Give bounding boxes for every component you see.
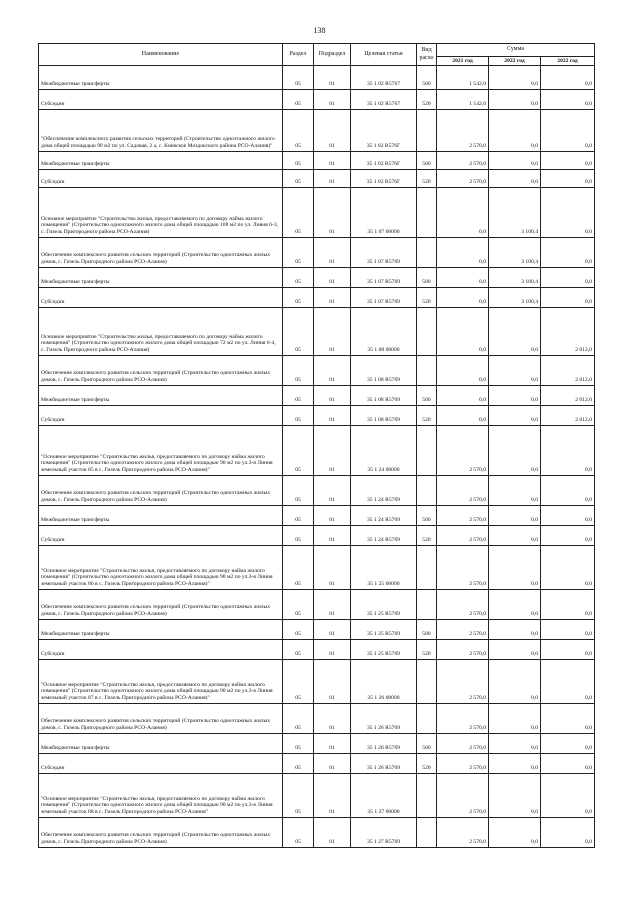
row-name: Межбюджетные трансферты (39, 152, 283, 170)
row-section: 05 (283, 308, 314, 356)
table-row (39, 546, 595, 590)
row-kind (417, 476, 437, 506)
row-name: Межбюджетные трансферты (39, 506, 283, 526)
row-name: Обеспечение комплексного развития сельских территорий (Строительство одноэтажных жилых домов, с. Гизель Пригородного района РСО-Алания) (39, 476, 283, 506)
row-subsection: 01 (314, 386, 351, 406)
table-row (39, 590, 595, 620)
row-sum-2022-second: 0,0 (541, 476, 595, 506)
row-name: Обеспечение комплексного развития сельских территорий (Строительство одноэтажных жилых домов, с. Гизель Пригородного района РСО-Алания) (39, 356, 283, 386)
row-sum-2021: 2 570,0 (437, 152, 489, 170)
row-kind: 500 (417, 66, 437, 90)
table-row (39, 90, 595, 110)
row-sum-2022: 0,0 (489, 818, 541, 848)
row-sum-2021: 2 570,0 (437, 620, 489, 640)
row-sum-2022: 0,0 (489, 754, 541, 774)
table-row (39, 774, 595, 818)
row-kind: 500 (417, 734, 437, 754)
row-kind (417, 356, 437, 386)
row-kind: 520 (417, 640, 437, 660)
row-kind (417, 818, 437, 848)
table-row (39, 356, 595, 386)
row-sum-2022-second: 0,0 (541, 640, 595, 660)
row-subsection: 01 (314, 546, 351, 590)
row-subsection: 01 (314, 66, 351, 90)
row-target: 35 1 07 00000 (351, 188, 417, 238)
row-subsection: 01 (314, 406, 351, 426)
row-subsection: 01 (314, 660, 351, 704)
header-kind: Вид расхо (417, 44, 437, 66)
row-section: 05 (283, 152, 314, 170)
table-row (39, 170, 595, 188)
row-sum-2021: 0,0 (437, 356, 489, 386)
row-sum-2021: 2 570,0 (437, 170, 489, 188)
row-name: Субсидии (39, 170, 283, 188)
row-sum-2021: 0,0 (437, 386, 489, 406)
row-section: 05 (283, 640, 314, 660)
header-target: Целевая статья (351, 44, 417, 66)
row-sum-2022: 0,0 (489, 110, 541, 152)
row-name: Основное мероприятие "Строительство жилья, предоставляемого по договору найма жилого помещения" (Строительство одноэтажного жилого дома общей площадью 72 м2 по ул. Линия 6-4, с. Гизель Пригородного района РСО-Алания) (39, 308, 283, 356)
row-target: 35 1 07 R5769 (351, 288, 417, 308)
row-sum-2021: 2 570,0 (437, 590, 489, 620)
row-sum-2022-second: 0,0 (541, 590, 595, 620)
row-sum-2022-second: 0,0 (541, 754, 595, 774)
row-sum-2022: 3 100,4 (489, 188, 541, 238)
row-sum-2022-second: 0,0 (541, 546, 595, 590)
row-section: 05 (283, 110, 314, 152)
row-sum-2022-second: 0,0 (541, 704, 595, 734)
row-sum-2022-second: 0,0 (541, 526, 595, 546)
table-row (39, 288, 595, 308)
row-subsection: 01 (314, 188, 351, 238)
row-sum-2022: 0,0 (489, 660, 541, 704)
row-name: Обеспечение комплексного развития сельских территорий (Строительство одноэтажных жилых домов, с. Гизель Пригородного района РСО-Алания) (39, 238, 283, 268)
row-sum-2022: 3 100,4 (489, 238, 541, 268)
row-subsection: 01 (314, 640, 351, 660)
row-section: 05 (283, 660, 314, 704)
row-sum-2022-second: 0,0 (541, 170, 595, 188)
row-sum-2021: 2 570,0 (437, 476, 489, 506)
table-row (39, 426, 595, 476)
row-target: 35 1 27 00000 (351, 774, 417, 818)
row-target: 35 1 08 00000 (351, 308, 417, 356)
header-year-2022: 2022 год (489, 57, 541, 66)
row-sum-2022: 0,0 (489, 640, 541, 660)
row-section: 05 (283, 90, 314, 110)
row-sum-2021: 2 570,0 (437, 546, 489, 590)
row-subsection: 01 (314, 818, 351, 848)
row-sum-2021: 2 570,0 (437, 526, 489, 546)
row-sum-2021: 2 570,0 (437, 818, 489, 848)
row-sum-2021: 2 570,0 (437, 660, 489, 704)
row-section: 05 (283, 620, 314, 640)
row-sum-2021: 0,0 (437, 288, 489, 308)
row-sum-2022: 0,0 (489, 90, 541, 110)
row-sum-2022-second: 2 012,0 (541, 406, 595, 426)
row-subsection: 01 (314, 590, 351, 620)
row-subsection: 01 (314, 90, 351, 110)
row-name: Основное мероприятие "Строительство жилья, предоставляемого по договору найма жилого помещения" (Строительство одноэтажного жилого дома общей площадью 108 м2 по ул. Ливня 6-3, с. Гизель Пригородного района РСО-Алания) (39, 188, 283, 238)
row-section: 05 (283, 406, 314, 426)
row-target: 35 1 07 R5769 (351, 238, 417, 268)
row-sum-2022-second: 0,0 (541, 152, 595, 170)
table-row (39, 110, 595, 152)
table-row (39, 406, 595, 426)
row-sum-2021: 0,0 (437, 308, 489, 356)
row-subsection: 01 (314, 110, 351, 152)
row-kind (417, 426, 437, 476)
row-kind: 500 (417, 506, 437, 526)
row-sum-2021: 0,0 (437, 238, 489, 268)
row-sum-2021: 1 542,0 (437, 90, 489, 110)
row-subsection: 01 (314, 754, 351, 774)
row-sum-2022: 0,0 (489, 170, 541, 188)
row-kind (417, 660, 437, 704)
row-sum-2021: 0,0 (437, 268, 489, 288)
row-section: 05 (283, 526, 314, 546)
row-section: 05 (283, 188, 314, 238)
row-sum-2022: 3 100,4 (489, 268, 541, 288)
row-sum-2022: 0,0 (489, 356, 541, 386)
row-sum-2022: 0,0 (489, 386, 541, 406)
row-name: Субсидии (39, 754, 283, 774)
row-section: 05 (283, 590, 314, 620)
table-row (39, 386, 595, 406)
row-subsection: 01 (314, 526, 351, 546)
table-row (39, 238, 595, 268)
row-sum-2021: 2 570,0 (437, 506, 489, 526)
row-name: Субсидии (39, 288, 283, 308)
row-section: 05 (283, 734, 314, 754)
row-section: 05 (283, 506, 314, 526)
row-name: Субсидии (39, 526, 283, 546)
row-sum-2022: 0,0 (489, 426, 541, 476)
row-sum-2021: 0,0 (437, 188, 489, 238)
row-sum-2022: 0,0 (489, 406, 541, 426)
table-row (39, 818, 595, 848)
row-kind (417, 188, 437, 238)
row-sum-2022: 0,0 (489, 774, 541, 818)
row-kind (417, 774, 437, 818)
row-sum-2021: 2 570,0 (437, 426, 489, 476)
row-sum-2022: 0,0 (489, 704, 541, 734)
row-section: 05 (283, 818, 314, 848)
row-name: Межбюджетные трансферты (39, 620, 283, 640)
table-row (39, 476, 595, 506)
row-target: 35 1 25 R5769 (351, 590, 417, 620)
row-sum-2022-second: 2 012,0 (541, 308, 595, 356)
row-name: "Основное мероприятие "Строительство жилья, предоставляемого по договору найма жилого помещения" (Строительство одноэтажного жилого дома общей площадью 90 м2 по ул.3-я Линия земельный участок 86 в с. Гизель Пригородного района РСО-Алания)" (39, 546, 283, 590)
row-section: 05 (283, 288, 314, 308)
row-kind (417, 308, 437, 356)
row-target: 35 1 24 R5769 (351, 476, 417, 506)
row-sum-2022: 0,0 (489, 590, 541, 620)
row-sum-2021: 2 570,0 (437, 704, 489, 734)
row-section: 05 (283, 268, 314, 288)
row-name: Субсидии (39, 406, 283, 426)
row-kind: 500 (417, 386, 437, 406)
row-sum-2022-second: 0,0 (541, 734, 595, 754)
row-subsection: 01 (314, 620, 351, 640)
row-target: 35 1 25 00000 (351, 546, 417, 590)
row-target: 35 1 24 R5769 (351, 506, 417, 526)
row-name: Обеспечение комплексного развития сельских территорий (Строительство одноэтажных жилых домов, с. Гизель Пригородного района РСО-Алания) (39, 704, 283, 734)
row-target: 35 1 26 R5769 (351, 754, 417, 774)
row-sum-2022-second: 0,0 (541, 110, 595, 152)
row-name: Межбюджетные трансферты (39, 66, 283, 90)
row-kind (417, 238, 437, 268)
row-name: "Основное мероприятие "Строительство жилья, предоставляемого по договору найма жилого помещения" (Строительство одноэтажного жилого дома общей площадью 90 м2 по ул.3-я Линия земельный участок 88 в с. Гизель Пригородного района РСО-Алания" (39, 774, 283, 818)
row-sum-2022: 0,0 (489, 526, 541, 546)
row-subsection: 01 (314, 268, 351, 288)
row-subsection: 01 (314, 238, 351, 268)
row-kind: 520 (417, 90, 437, 110)
row-target: 35 1 26 R5769 (351, 704, 417, 734)
row-sum-2021: 0,0 (437, 406, 489, 426)
row-kind: 500 (417, 620, 437, 640)
row-section: 05 (283, 704, 314, 734)
row-sum-2022-second: 2 012,0 (541, 386, 595, 406)
row-kind: 520 (417, 754, 437, 774)
row-kind: 520 (417, 406, 437, 426)
row-target: 35 1 08 R5769 (351, 386, 417, 406)
header-subsection: Подраздел (314, 44, 351, 66)
row-name: Межбюджетные трансферты (39, 386, 283, 406)
row-target: 35 1 08 R5769 (351, 356, 417, 386)
table-row (39, 152, 595, 170)
table-row (39, 620, 595, 640)
row-sum-2022-second: 0,0 (541, 506, 595, 526)
row-target: 35 1 02 R576Г (351, 152, 417, 170)
row-target: 35 1 24 00000 (351, 426, 417, 476)
row-sum-2022: 0,0 (489, 476, 541, 506)
row-section: 05 (283, 386, 314, 406)
row-target: 35 1 02 R576Г (351, 110, 417, 152)
row-sum-2022: 0,0 (489, 66, 541, 90)
row-section: 05 (283, 774, 314, 818)
table-row (39, 308, 595, 356)
row-sum-2022: 0,0 (489, 506, 541, 526)
row-subsection: 01 (314, 288, 351, 308)
table-row (39, 734, 595, 754)
row-section: 05 (283, 170, 314, 188)
row-subsection: 01 (314, 308, 351, 356)
row-section: 05 (283, 546, 314, 590)
header-year-2021: 2021 год (437, 57, 489, 66)
row-name: "Основное мероприятие "Строительство жилья, предоставляемого по договору найма жилого помещения" (Строительство одноэтажного жилого дома общей площадью 90 м2 по ул.3-я Линия земельный участок 85 в с. Гизель Пригородного района РСО-Алания)" (39, 426, 283, 476)
row-sum-2022-second: 0,0 (541, 66, 595, 90)
row-subsection: 01 (314, 170, 351, 188)
row-sum-2021: 2 570,0 (437, 754, 489, 774)
row-sum-2022: 0,0 (489, 152, 541, 170)
table-row (39, 640, 595, 660)
row-sum-2022-second: 0,0 (541, 660, 595, 704)
row-sum-2022-second: 0,0 (541, 774, 595, 818)
row-sum-2022-second: 2 012,0 (541, 356, 595, 386)
budget-table (38, 43, 595, 848)
table-row (39, 660, 595, 704)
row-sum-2022-second: 0,0 (541, 426, 595, 476)
header-sum: Сумма (437, 44, 595, 57)
row-name: Межбюджетные трансферты (39, 734, 283, 754)
row-name: Межбюджетные трансферты (39, 268, 283, 288)
row-subsection: 01 (314, 152, 351, 170)
row-sum-2022: 0,0 (489, 546, 541, 590)
row-section: 05 (283, 476, 314, 506)
row-subsection: 01 (314, 356, 351, 386)
header-section: Раздел (283, 44, 314, 66)
row-section: 05 (283, 66, 314, 90)
table-row (39, 704, 595, 734)
table-row (39, 188, 595, 238)
row-target: 35 1 24 R5769 (351, 526, 417, 546)
row-sum-2022: 0,0 (489, 620, 541, 640)
row-target: 35 1 08 R5769 (351, 406, 417, 426)
row-sum-2022-second: 0,0 (541, 188, 595, 238)
table-row (39, 66, 595, 90)
row-sum-2022-second: 0,0 (541, 90, 595, 110)
table-row (39, 526, 595, 546)
row-section: 05 (283, 754, 314, 774)
row-target: 35 1 26 R5769 (351, 734, 417, 754)
row-target: 35 1 25 R5769 (351, 640, 417, 660)
row-sum-2022: 0,0 (489, 308, 541, 356)
row-name: "Основное мероприятие "Строительство жилья, предоставляемого по договору найма жилого помещения" (Строительство одноэтажного жилого дома общей площадью 90 м2 по ул.3-я Линия земельный участок 87 в с. Гизель Пригородного района РСО-Алания)" (39, 660, 283, 704)
row-sum-2022-second: 0,0 (541, 238, 595, 268)
table-row (39, 754, 595, 774)
row-subsection: 01 (314, 774, 351, 818)
row-kind: 520 (417, 526, 437, 546)
row-sum-2021: 1 542,0 (437, 66, 489, 90)
row-sum-2021: 2 570,0 (437, 774, 489, 818)
row-subsection: 01 (314, 506, 351, 526)
row-name: Субсидии (39, 90, 283, 110)
row-subsection: 01 (314, 426, 351, 476)
row-kind (417, 546, 437, 590)
row-sum-2022: 0,0 (489, 734, 541, 754)
row-sum-2022: 3 100,4 (489, 288, 541, 308)
row-section: 05 (283, 238, 314, 268)
row-name: Обеспечение комплексного развития сельских территорий (Строительство одноэтажных жилых домов, с. Гизель Пригородного района РСО-Алания) (39, 590, 283, 620)
row-kind: 500 (417, 152, 437, 170)
row-subsection: 01 (314, 476, 351, 506)
row-target: 35 1 02 R5767 (351, 66, 417, 90)
page-number: 138 (313, 26, 326, 35)
row-section: 05 (283, 426, 314, 476)
header-name: Наименование (39, 44, 283, 66)
row-sum-2022-second: 0,0 (541, 818, 595, 848)
row-subsection: 01 (314, 734, 351, 754)
row-target: 35 1 02 R5767 (351, 90, 417, 110)
table-row (39, 268, 595, 288)
row-sum-2021: 2 570,0 (437, 734, 489, 754)
row-target: 35 1 02 R576Г (351, 170, 417, 188)
table-body (39, 66, 595, 848)
row-target: 35 1 25 R5769 (351, 620, 417, 640)
header-year-2022-second: 2022 год (541, 57, 595, 66)
row-name: Обеспечение комплексного развития сельских территорий (Строительство одноэтажных жилых домов, с. Гизель Пригородного района РСО-Алания) (39, 818, 283, 848)
row-name: Субсидии (39, 640, 283, 660)
row-kind (417, 704, 437, 734)
row-target: 35 1 07 R5769 (351, 268, 417, 288)
row-sum-2022-second: 0,0 (541, 288, 595, 308)
row-kind: 500 (417, 268, 437, 288)
row-target: 35 1 26 00000 (351, 660, 417, 704)
row-kind (417, 590, 437, 620)
table-row (39, 506, 595, 526)
row-kind (417, 110, 437, 152)
row-subsection: 01 (314, 704, 351, 734)
row-sum-2022-second: 0,0 (541, 268, 595, 288)
row-sum-2021: 2 570,0 (437, 110, 489, 152)
row-sum-2021: 2 570,0 (437, 640, 489, 660)
row-section: 05 (283, 356, 314, 386)
row-kind: 520 (417, 288, 437, 308)
row-sum-2022-second: 0,0 (541, 620, 595, 640)
row-kind: 520 (417, 170, 437, 188)
row-target: 35 1 27 R5769 (351, 818, 417, 848)
row-name: "Обеспечение комплексного развития сельских территорий (Строительство одноэтажного жилого дома общей площадью 90 м2 по ул. Садовая, 2 а, с. Киевское Моздокского района РСО-Алания)" (39, 110, 283, 152)
